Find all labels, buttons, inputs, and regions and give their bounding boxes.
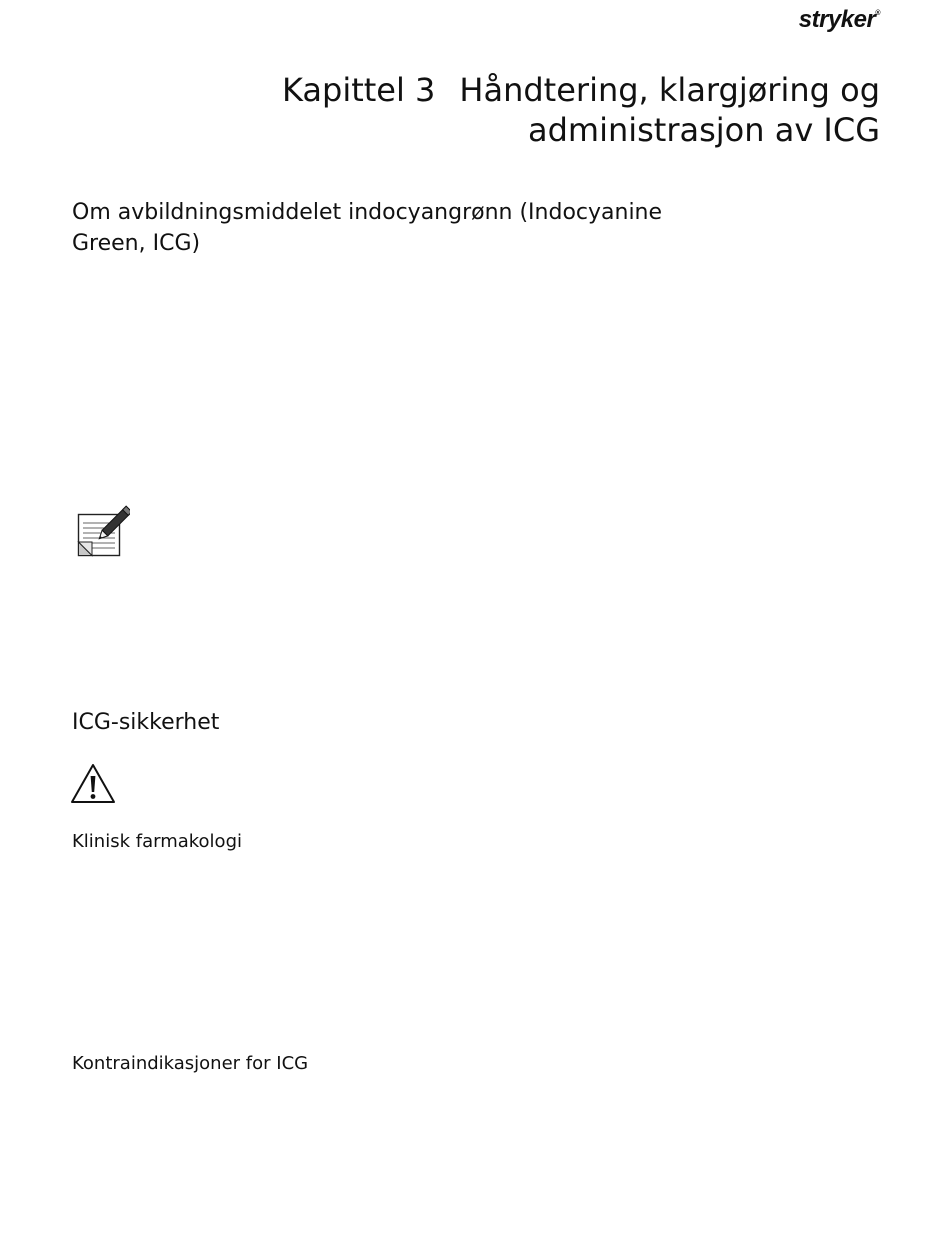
chapter-number: Kapittel 3 [281,71,436,109]
chapter-title [160,70,880,150]
stryker-logo: stryker® [798,6,880,33]
section-heading-about-icg: Om avbildningsmiddelet indocyangrønn (Indocyanine Green, ICG) [72,200,663,256]
chapter-title-line2: administrasjon av ICG [527,111,880,149]
warning-triangle-icon [70,763,116,808]
note-pencil-icon [76,504,130,562]
section-heading-icg-safety: ICG-sikkerhet [72,710,220,735]
subheading-icg-contraindications: Kontraindikasjoner for ICG [72,1053,309,1074]
chapter-title-line1: Håndtering, klargjøring og [459,71,880,109]
subheading-clinical-pharmacology: Klinisk farmakologi [72,831,242,852]
